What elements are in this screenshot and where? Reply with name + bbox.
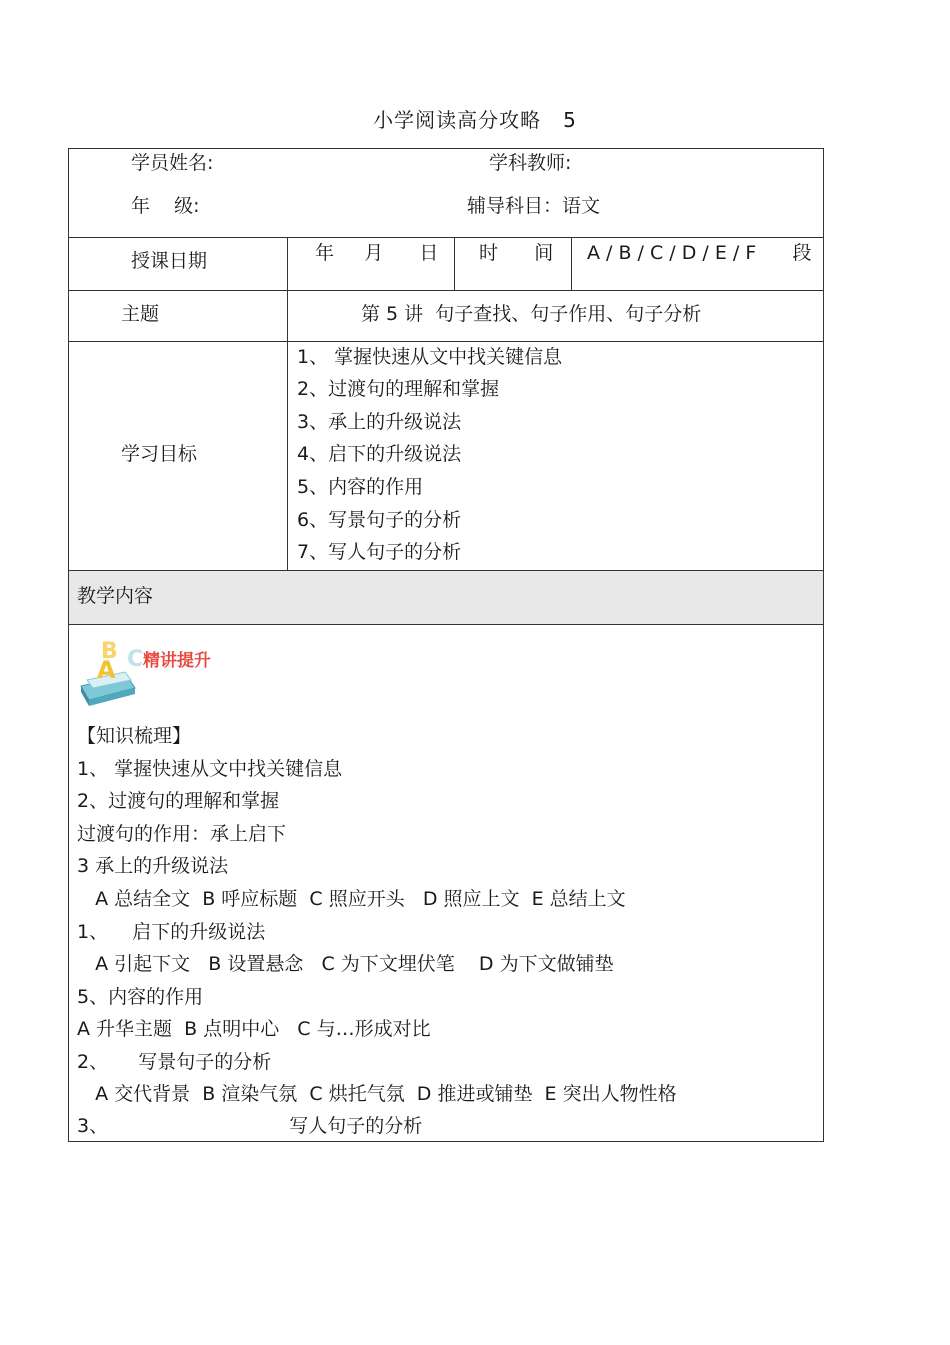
subject-label: 辅导科目：语文 xyxy=(467,195,601,217)
time-slots: A / B / C / D / E / F 段 xyxy=(587,242,812,264)
logo-letter-b: B xyxy=(101,639,118,664)
list-item: 过渡句的作用：承上启下 xyxy=(77,823,287,845)
column-divider xyxy=(571,237,572,290)
row-divider xyxy=(69,237,823,238)
list-item: 1、 启下的升级说法 xyxy=(77,921,266,943)
logo-letter-c: C xyxy=(127,647,144,672)
row-divider xyxy=(69,341,823,342)
list-item: 2、 写景句子的分析 xyxy=(77,1051,272,1073)
list-item: A 升华主题 B 点明中心 C 与…形成对比 xyxy=(77,1018,431,1040)
topic-value: 第 5 讲 句子查找、句子作用、句子分析 xyxy=(361,303,702,325)
list-item: 1、 掌握快速从文中找关键信息 xyxy=(77,758,343,780)
document-title: 小学阅读高分攻略 5 xyxy=(373,108,577,132)
list-item: 2、过渡句的理解和掌握 xyxy=(297,378,500,400)
goals-label: 学习目标 xyxy=(121,443,198,465)
list-item: 1、 掌握快速从文中找关键信息 xyxy=(297,346,563,368)
date-label: 授课日期 xyxy=(131,250,208,272)
row-divider xyxy=(69,570,823,571)
content-label: 教学内容 xyxy=(77,585,154,607)
student-name-label: 学员姓名: xyxy=(131,152,214,174)
list-item: 5、内容的作用 xyxy=(297,476,424,498)
row-divider xyxy=(69,624,823,625)
list-item: A 引起下文 B 设置悬念 C 为下文埋伏笔 D 为下文做铺垫 xyxy=(77,953,614,975)
column-divider xyxy=(287,237,288,570)
list-item: 5、内容的作用 xyxy=(77,986,204,1008)
logo-letter-a: A xyxy=(97,656,116,684)
content-header-band xyxy=(69,570,823,624)
row-divider xyxy=(69,290,823,291)
book-stack-icon xyxy=(77,636,227,708)
grade-label: 年 级: xyxy=(131,195,200,217)
list-item: 3 承上的升级说法 xyxy=(77,855,229,877)
list-item: 3、 写人句子的分析 xyxy=(77,1115,423,1137)
column-divider xyxy=(454,237,455,290)
jingjiang-logo xyxy=(77,636,227,708)
list-item: 3、承上的升级说法 xyxy=(297,411,462,433)
list-item: A 总结全文 B 呼应标题 C 照应开头 D 照应上文 E 总结上文 xyxy=(77,888,626,910)
section-heading: 【知识梳理】 xyxy=(77,725,192,747)
list-item: 7、写人句子的分析 xyxy=(297,541,462,563)
list-item: 4、启下的升级说法 xyxy=(297,443,462,465)
list-item: A 交代背景 B 渲染气氛 C 烘托气氛 D 推进或铺垫 E 突出人物性格 xyxy=(77,1083,677,1105)
list-item: 6、写景句子的分析 xyxy=(297,509,462,531)
list-item: 2、过渡句的理解和掌握 xyxy=(77,790,280,812)
topic-label: 主题 xyxy=(121,303,160,325)
teacher-label: 学科教师: xyxy=(489,152,572,174)
lesson-plan-table xyxy=(68,148,824,1142)
date-fields: 年 月 日 xyxy=(315,242,439,264)
time-label: 时 间 xyxy=(479,242,554,264)
logo-text: 精讲提升 xyxy=(143,651,211,671)
